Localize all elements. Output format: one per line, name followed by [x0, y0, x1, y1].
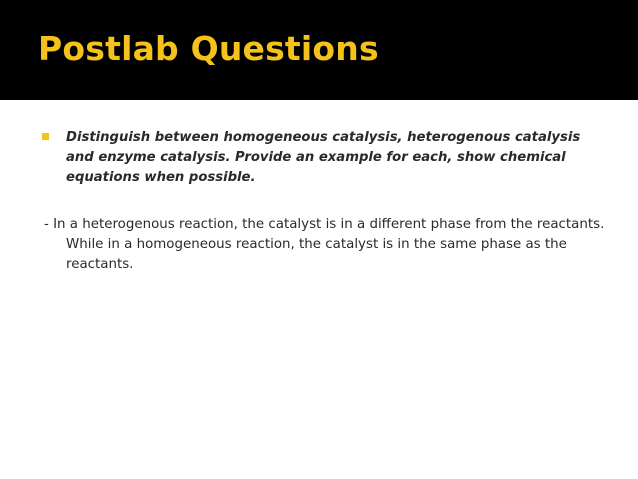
- square-bullet-icon: [42, 133, 49, 140]
- answer-text: - In a heterogenous reaction, the catalyst is in a different phase from the reactants. While in a homogeneous reaction, the catalyst is in the same phase as the reactants.: [44, 217, 605, 272]
- question-text: Distinguish between homogeneous catalysis, heterogenous catalysis and enzyme catalysis. Provide an example for each, show chemical equations when possible.: [66, 130, 581, 185]
- slide-title: Postlab Questions: [38, 29, 379, 68]
- title-bar: [0, 0, 638, 100]
- bullet-item: [42, 128, 602, 188]
